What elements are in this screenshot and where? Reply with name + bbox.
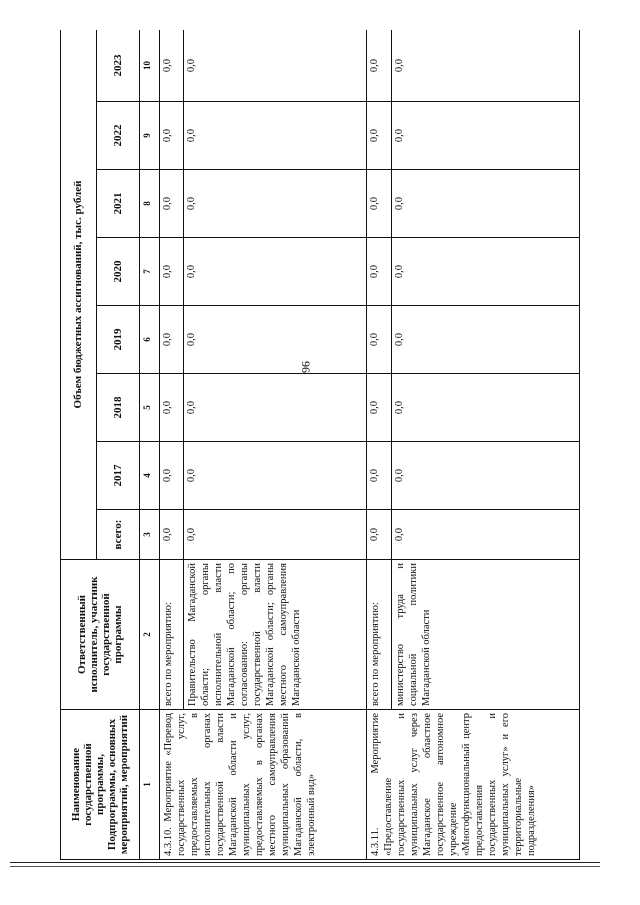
column-number: 2: [140, 560, 160, 710]
table-cell: 0,0: [159, 238, 183, 306]
column-number: 6: [140, 306, 160, 374]
table-row-name: 4.3.11. Мероприятие «Предоставление государственных и муниципальных услуг через Магаданское областное государственное автономное учреждение «Многофункциональный центр предоставления государственных и муниципальных услуг» и его территориальные подразделения»: [367, 710, 580, 860]
table-cell: 0,0: [392, 374, 580, 442]
table-row-responsible: министерство труда и социальной политики Магаданской области: [392, 560, 580, 710]
page-number: 96: [299, 361, 313, 373]
table-cell: 0,0: [159, 442, 183, 510]
table-cell: 0,0: [184, 442, 367, 510]
table-cell: 0,0: [159, 170, 183, 238]
header-responsible: Ответственный исполнитель, участник государственной программы: [61, 560, 140, 710]
table-cell: 0,0: [367, 510, 392, 560]
table-row-responsible: Правительство Магаданской области; органы исполнительной власти Магаданской области; по согласованию: органы государственной власти Магаданской области; органы местного самоуправления Магаданской области: [184, 560, 367, 710]
column-number: 1: [140, 710, 160, 860]
table-cell: 0,0: [184, 238, 367, 306]
header-year: 2022: [96, 102, 140, 170]
table-cell: 0,0: [367, 306, 392, 374]
table-cell: 0,0: [367, 442, 392, 510]
table-cell: 0,0: [367, 374, 392, 442]
header-year: 2018: [96, 374, 140, 442]
table-cell: 0,0: [184, 102, 367, 170]
divider-line: [10, 866, 600, 867]
table-cell: 0,0: [367, 238, 392, 306]
column-number: 5: [140, 374, 160, 442]
table-cell: 0,0: [367, 170, 392, 238]
table-row-responsible: всего по мероприятию:: [367, 560, 392, 710]
table-row-name: 4.3.10. Мероприятие «Перевод государственных услуг, предоставляемых в исполнительных органах государственной власти Магаданской области и муниципальных услуг, предоставляемых в органах местного самоуправления муниципальных образований Магаданской области, в электронный вид»: [159, 710, 367, 860]
column-number: 8: [140, 170, 160, 238]
header-year: 2023: [96, 30, 140, 102]
budget-table: [60, 30, 580, 860]
column-number: 3: [140, 510, 160, 560]
header-year: 2020: [96, 238, 140, 306]
table-cell: 0,0: [159, 306, 183, 374]
column-number: 9: [140, 102, 160, 170]
table-cell: 0,0: [367, 30, 392, 102]
header-budget-group: Объем бюджетных ассигнований, тыс. рублей: [61, 30, 97, 560]
column-number: 10: [140, 30, 160, 102]
table-cell: 0,0: [159, 510, 183, 560]
table-cell: 0,0: [392, 510, 580, 560]
header-name: Наименование государственной программы, Подпрограммы, основных мероприятий, мероприятий: [61, 710, 140, 860]
table-row-responsible: всего по мероприятию:: [159, 560, 183, 710]
header-year: 2017: [96, 442, 140, 510]
table-cell: 0,0: [392, 306, 580, 374]
table-cell: 0,0: [159, 30, 183, 102]
header-year: 2019: [96, 306, 140, 374]
divider-line: [10, 862, 600, 863]
table-cell: 0,0: [392, 102, 580, 170]
column-number: 4: [140, 442, 160, 510]
table-cell: 0,0: [392, 30, 580, 102]
table-cell: 0,0: [184, 510, 367, 560]
header-total: всего:: [96, 510, 140, 560]
table-cell: 0,0: [184, 374, 367, 442]
table-cell: 0,0: [367, 102, 392, 170]
header-year: 2021: [96, 170, 140, 238]
table-cell: 0,0: [392, 442, 580, 510]
table-frame: [60, 30, 580, 860]
table-cell: 0,0: [159, 374, 183, 442]
table-cell: 0,0: [184, 306, 367, 374]
column-number: 7: [140, 238, 160, 306]
table-cell: 0,0: [392, 170, 580, 238]
table-cell: 0,0: [159, 102, 183, 170]
table-cell: 0,0: [184, 30, 367, 102]
table-cell: 0,0: [184, 170, 367, 238]
table-cell: 0,0: [392, 238, 580, 306]
